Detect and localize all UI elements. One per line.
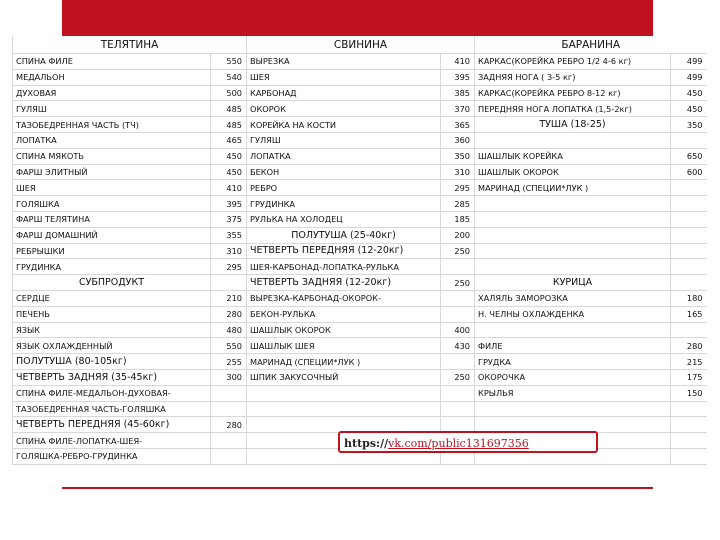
price-cell bbox=[441, 385, 475, 401]
price-cell: 350 bbox=[441, 148, 475, 164]
price-cell: 650 bbox=[671, 148, 707, 164]
item-cell: СПИНА ФИЛЕ bbox=[13, 54, 211, 70]
price-list bbox=[12, 36, 706, 488]
table-row bbox=[13, 259, 707, 275]
price-cell bbox=[211, 401, 247, 417]
item-cell: СЕРДЦЕ bbox=[13, 290, 211, 306]
vk-link[interactable] bbox=[338, 431, 598, 453]
item-cell: ЯЗЫК bbox=[13, 322, 211, 338]
item-cell: ШЕЯ bbox=[13, 180, 211, 196]
price-cell: 370 bbox=[441, 101, 475, 117]
item-cell: ЛОПАТКА bbox=[247, 148, 441, 164]
price-cell: 365 bbox=[441, 117, 475, 133]
item-cell: ОКОРОК bbox=[247, 101, 441, 117]
item-cell bbox=[247, 385, 441, 401]
price-cell: 280 bbox=[211, 417, 247, 433]
item-cell: ФАРШ ДОМАШНИЙ bbox=[13, 227, 211, 243]
item-cell: ЗАДНЯЯ НОГА ( 3-5 кг) bbox=[475, 69, 671, 85]
price-cell: 540 bbox=[211, 69, 247, 85]
price-cell: 280 bbox=[211, 306, 247, 322]
table-row bbox=[13, 101, 707, 117]
item-cell: ГУЛЯШ bbox=[247, 132, 441, 148]
price-cell: 300 bbox=[211, 369, 247, 385]
item-cell: МАРИНАД (СПЕЦИИ*ЛУК ) bbox=[247, 354, 441, 370]
price-cell bbox=[211, 448, 247, 464]
price-cell bbox=[671, 448, 707, 464]
table-row bbox=[13, 306, 707, 322]
price-cell bbox=[671, 196, 707, 212]
item-cell: ГУЛЯШ bbox=[13, 101, 211, 117]
price-cell: 310 bbox=[441, 164, 475, 180]
item-cell: ГРУДКА bbox=[475, 354, 671, 370]
price-cell: 450 bbox=[211, 164, 247, 180]
price-cell bbox=[671, 417, 707, 433]
item-cell: БЕКОН-РУЛЬКА bbox=[247, 306, 441, 322]
price-cell: 410 bbox=[441, 54, 475, 70]
item-cell bbox=[475, 259, 671, 275]
item-cell bbox=[475, 196, 671, 212]
table-row bbox=[13, 243, 707, 259]
item-cell: МАРИНАД (СПЕЦИИ*ЛУК ) bbox=[475, 180, 671, 196]
footer-line bbox=[62, 487, 653, 489]
item-cell: РЕБРЫШКИ bbox=[13, 243, 211, 259]
price-cell bbox=[671, 227, 707, 243]
column-header: СВИНИНА bbox=[247, 36, 475, 54]
item-cell: Н. ЧЕЛНЫ ОХЛАЖДЕНКА bbox=[475, 306, 671, 322]
item-cell: СПИНА ФИЛЕ-ЛОПАТКА-ШЕЯ- bbox=[13, 433, 211, 449]
table-row bbox=[13, 401, 707, 417]
item-cell: ШАШЛЫК ОКОРОК bbox=[475, 164, 671, 180]
price-cell: 250 bbox=[441, 243, 475, 259]
price-cell: 180 bbox=[671, 290, 707, 306]
item-cell bbox=[247, 401, 441, 417]
item-cell: КОРЕЙКА НА КОСТИ bbox=[247, 117, 441, 133]
item-cell: СПИНА ФИЛЕ-МЕДАЛЬОН-ДУХОВАЯ- bbox=[13, 385, 211, 401]
item-cell: КРЫЛЬЯ bbox=[475, 385, 671, 401]
item-cell: ПЕРЕДНЯЯ НОГА ЛОПАТКА (1,5-2кг) bbox=[475, 101, 671, 117]
price-cell: 255 bbox=[211, 354, 247, 370]
price-cell: 360 bbox=[441, 132, 475, 148]
price-cell: 450 bbox=[671, 101, 707, 117]
price-cell: 600 bbox=[671, 164, 707, 180]
item-cell: ОКОРОЧКА bbox=[475, 369, 671, 385]
item-cell bbox=[475, 227, 671, 243]
item-cell: ШАШЛЫК ШЕЯ bbox=[247, 338, 441, 354]
table-row bbox=[13, 196, 707, 212]
item-cell: ШАШЛЫК ОКОРОК bbox=[247, 322, 441, 338]
table-row bbox=[13, 164, 707, 180]
section-header: СУБПРОДУКТ bbox=[13, 275, 211, 291]
price-cell bbox=[671, 211, 707, 227]
item-cell: ШЕЯ-КАРБОНАД-ЛОПАТКА-РУЛЬКА bbox=[247, 259, 441, 275]
price-cell: 280 bbox=[671, 338, 707, 354]
price-cell: 550 bbox=[211, 54, 247, 70]
table-row bbox=[13, 132, 707, 148]
item-cell: БЕКОН bbox=[247, 164, 441, 180]
price-cell: 285 bbox=[441, 196, 475, 212]
item-cell: КАРКАС(КОРЕЙКА РЕБРО 1/2 4-6 кг) bbox=[475, 54, 671, 70]
table-row bbox=[13, 290, 707, 306]
item-cell: КАРКАС(КОРЕЙКА РЕБРО 8-12 кг) bbox=[475, 85, 671, 101]
price-table bbox=[12, 36, 707, 465]
item-cell: ГОЛЯШКА bbox=[13, 196, 211, 212]
item-cell: ЯЗЫК ОХЛАЖДЕННЫЙ bbox=[13, 338, 211, 354]
price-cell bbox=[441, 306, 475, 322]
item-cell: КАРБОНАД bbox=[247, 85, 441, 101]
table-row bbox=[13, 354, 707, 370]
price-cell bbox=[441, 290, 475, 306]
link-url[interactable]: vk.com/public131697356 bbox=[388, 437, 529, 450]
price-cell: 485 bbox=[211, 117, 247, 133]
table-row bbox=[13, 322, 707, 338]
item-cell: ГОЛЯШКА-РЕБРО-ГРУДИНКА bbox=[13, 448, 211, 464]
item-cell: ШАШЛЫК КОРЕЙКА bbox=[475, 148, 671, 164]
item-cell: ЧЕТВЕРТЬ ЗАДНЯЯ (35-45кг) bbox=[13, 369, 211, 385]
price-cell: 450 bbox=[671, 85, 707, 101]
price-cell bbox=[671, 275, 707, 291]
price-cell bbox=[671, 322, 707, 338]
price-cell bbox=[671, 132, 707, 148]
item-cell: ЧЕТВЕРТЬ ЗАДНЯЯ (12-20кг) bbox=[247, 275, 441, 291]
price-cell bbox=[671, 243, 707, 259]
item-cell: ЛОПАТКА bbox=[13, 132, 211, 148]
item-cell: ФАРШ ЭЛИТНЫЙ bbox=[13, 164, 211, 180]
price-cell: 465 bbox=[211, 132, 247, 148]
price-cell bbox=[211, 433, 247, 449]
item-cell bbox=[475, 243, 671, 259]
item-cell: ГРУДИНКА bbox=[13, 259, 211, 275]
price-cell: 200 bbox=[441, 227, 475, 243]
price-cell: 310 bbox=[211, 243, 247, 259]
header-row bbox=[13, 36, 707, 54]
price-cell: 295 bbox=[441, 180, 475, 196]
price-cell bbox=[211, 385, 247, 401]
item-cell: СПИНА МЯКОТЬ bbox=[13, 148, 211, 164]
item-cell: ШЕЯ bbox=[247, 69, 441, 85]
item-cell bbox=[475, 132, 671, 148]
item-cell bbox=[475, 211, 671, 227]
price-cell: 185 bbox=[441, 211, 475, 227]
price-cell: 165 bbox=[671, 306, 707, 322]
price-cell: 450 bbox=[211, 148, 247, 164]
price-cell: 500 bbox=[211, 85, 247, 101]
item-cell: ХАЛЯЛЬ ЗАМОРОЗКА bbox=[475, 290, 671, 306]
table-row bbox=[13, 54, 707, 70]
price-cell bbox=[441, 401, 475, 417]
table-row bbox=[13, 85, 707, 101]
price-cell: 210 bbox=[211, 290, 247, 306]
column-header: БАРАНИНА bbox=[475, 36, 707, 54]
table-row bbox=[13, 338, 707, 354]
item-cell bbox=[475, 322, 671, 338]
header-banner bbox=[62, 0, 653, 36]
price-cell: 480 bbox=[211, 322, 247, 338]
price-cell: 550 bbox=[211, 338, 247, 354]
item-cell: ДУХОВАЯ bbox=[13, 85, 211, 101]
price-cell bbox=[671, 433, 707, 449]
item-cell: ФИЛЕ bbox=[475, 338, 671, 354]
item-cell: МЕДАЛЬОН bbox=[13, 69, 211, 85]
item-cell: ПОЛУТУША (80-105кг) bbox=[13, 354, 211, 370]
price-cell: 375 bbox=[211, 211, 247, 227]
item-cell: ФАРШ ТЕЛЯТИНА bbox=[13, 211, 211, 227]
item-cell: ШПИК ЗАКУСОЧНЫЙ bbox=[247, 369, 441, 385]
item-cell: ЧЕТВЕРТЬ ПЕРЕДНЯЯ (45-60кг) bbox=[13, 417, 211, 433]
item-cell: РЕБРО bbox=[247, 180, 441, 196]
price-cell: 215 bbox=[671, 354, 707, 370]
table-row bbox=[13, 369, 707, 385]
table-row bbox=[13, 69, 707, 85]
section-header: КУРИЦА bbox=[475, 275, 671, 291]
price-cell bbox=[441, 354, 475, 370]
price-cell: 295 bbox=[211, 259, 247, 275]
price-cell: 395 bbox=[211, 196, 247, 212]
price-cell: 250 bbox=[441, 275, 475, 291]
price-cell: 250 bbox=[441, 369, 475, 385]
item-cell: ЧЕТВЕРТЬ ПЕРЕДНЯЯ (12-20кг) bbox=[247, 243, 441, 259]
price-cell: 350 bbox=[671, 117, 707, 133]
price-cell bbox=[671, 401, 707, 417]
price-cell: 430 bbox=[441, 338, 475, 354]
item-cell: ВЫРЕЗКА bbox=[247, 54, 441, 70]
price-cell: 395 bbox=[441, 69, 475, 85]
section-header: ТУША (18-25) bbox=[475, 117, 671, 133]
table-row bbox=[13, 117, 707, 133]
table-row bbox=[13, 211, 707, 227]
table-row bbox=[13, 180, 707, 196]
item-cell: ТАЗОБЕДРЕННАЯ ЧАСТЬ (ТЧ) bbox=[13, 117, 211, 133]
price-cell: 150 bbox=[671, 385, 707, 401]
item-cell: ГРУДИНКА bbox=[247, 196, 441, 212]
item-cell bbox=[475, 401, 671, 417]
item-cell: ВЫРЕЗКА-КАРБОНАД-ОКОРОК- bbox=[247, 290, 441, 306]
price-cell: 499 bbox=[671, 54, 707, 70]
price-cell bbox=[671, 259, 707, 275]
price-cell bbox=[441, 259, 475, 275]
table-row bbox=[13, 227, 707, 243]
price-cell: 385 bbox=[441, 85, 475, 101]
item-cell: ПЕЧЕНЬ bbox=[13, 306, 211, 322]
item-cell: ТАЗОБЕДРЕННАЯ ЧАСТЬ-ГОЛЯШКА bbox=[13, 401, 211, 417]
table-row bbox=[13, 275, 707, 291]
column-header: ТЕЛЯТИНА bbox=[13, 36, 247, 54]
price-cell bbox=[211, 275, 247, 291]
price-cell: 499 bbox=[671, 69, 707, 85]
section-header: ПОЛУТУША (25-40кг) bbox=[247, 227, 441, 243]
price-cell bbox=[671, 180, 707, 196]
price-cell: 355 bbox=[211, 227, 247, 243]
table-row bbox=[13, 385, 707, 401]
price-cell: 485 bbox=[211, 101, 247, 117]
link-prefix: https:// bbox=[344, 437, 389, 450]
table-row bbox=[13, 148, 707, 164]
item-cell: РУЛЬКА НА ХОЛОДЕЦ bbox=[247, 211, 441, 227]
price-cell: 410 bbox=[211, 180, 247, 196]
price-cell: 400 bbox=[441, 322, 475, 338]
price-cell: 175 bbox=[671, 369, 707, 385]
